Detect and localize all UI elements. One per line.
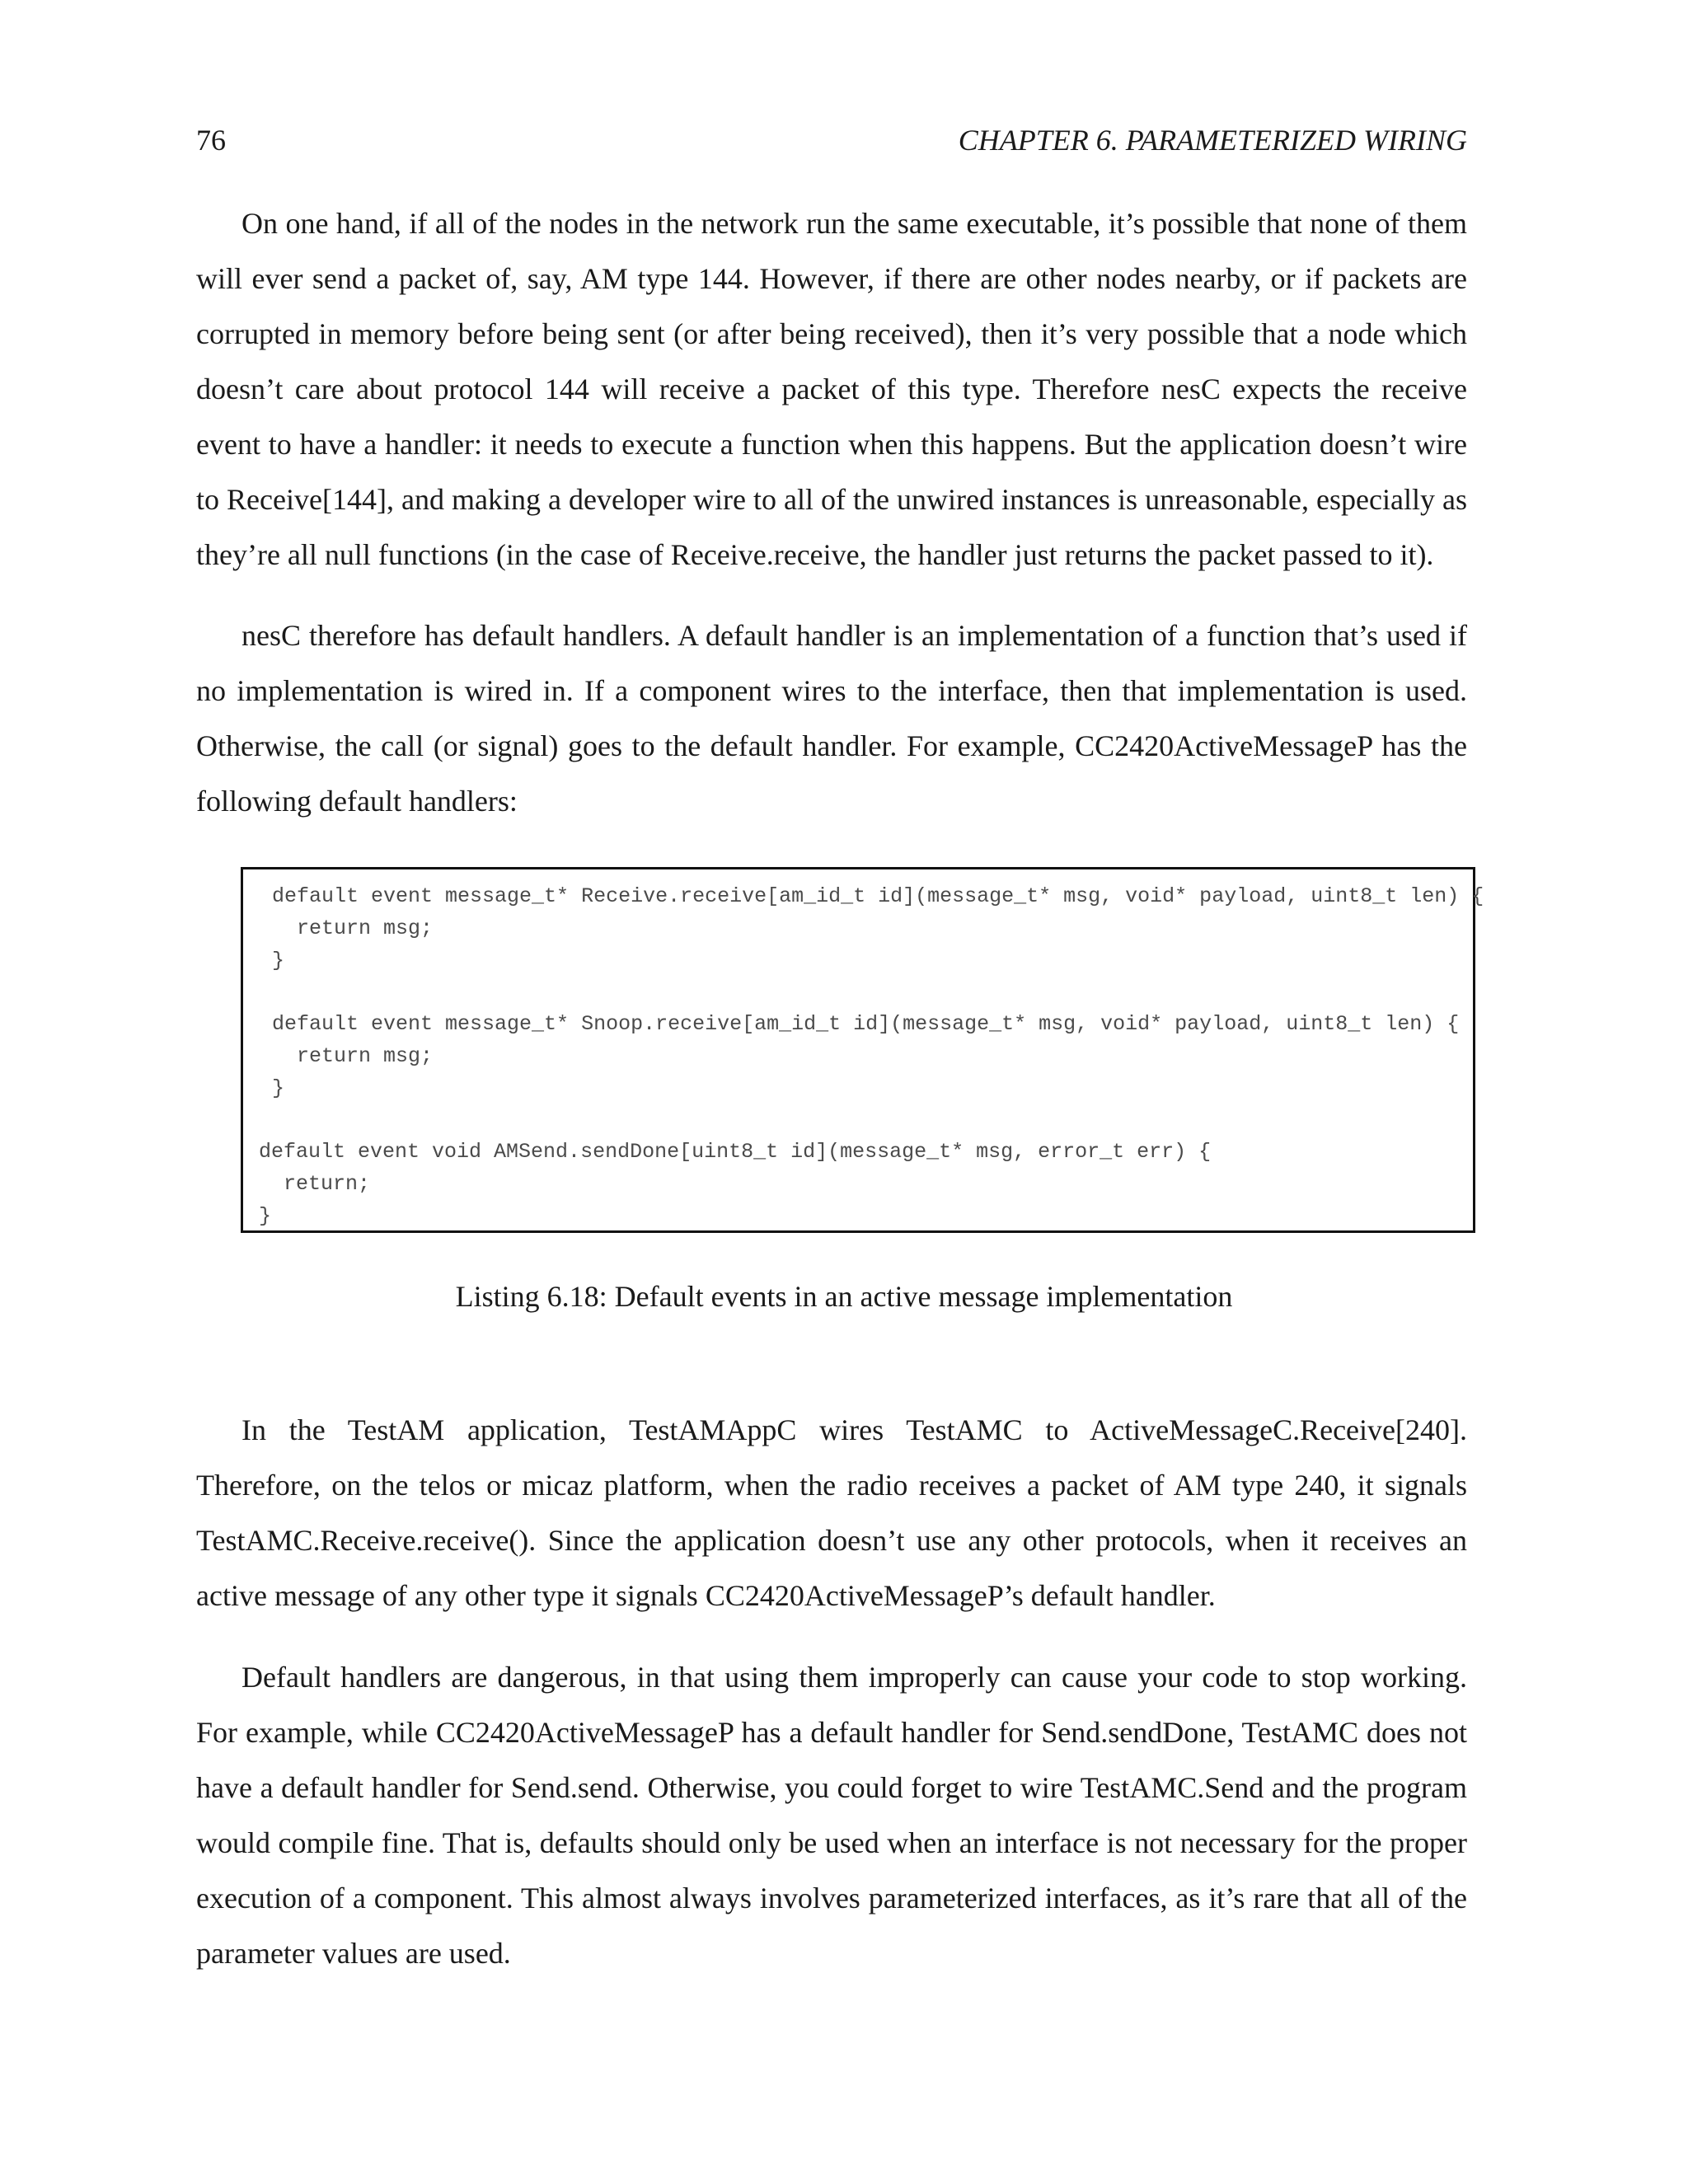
code-line: return;: [259, 1172, 371, 1196]
code-line: }: [260, 949, 285, 972]
code-line: default event void AMSend.sendDone[uint8_t id](message_t* msg, error_t err) {: [259, 1140, 1212, 1164]
code-line: default event message_t* Receive.receive[am_id_t id](message_t* msg, void* payload, uint8_t len) {: [260, 884, 1484, 908]
running-head: CHAPTER 6. PARAMETERIZED WIRING: [958, 124, 1467, 157]
paragraph-1: On one hand, if all of the nodes in the network run the same executable, it’s possible that none of them will ever send a packet of, say, AM type 144. However, if there are other nodes nearby, or if packets are corrupted in memory before being sent (or after being received), then it’s very possible that a node which doesn’t care about protocol 144 will receive a packet of this type. Therefore nesC expects the receive event to have a handler: it needs to execute a function when this happens. But the application doesn’t wire to Receive[144], and making a developer wire to all of the unwired instances is unreasonable, especially as they’re all null functions (in the case of Receive.receive, the handler just returns the packet passed to it).: [196, 207, 1467, 571]
code-line: default event message_t* Snoop.receive[am_id_t id](message_t* msg, void* payload, uint8_t len) {: [260, 1012, 1460, 1036]
code-line: }: [260, 1076, 285, 1100]
page-number: 76: [196, 124, 226, 157]
code-line: return msg;: [260, 916, 434, 940]
paragraph-3: In the TestAM application, TestAMAppC wires TestAMC to ActiveMessageC.Receive[240]. Therefore, on the telos or micaz platform, when the radio receives a packet of AM type 240, it signals TestAMC.Receive.receive(). Since the application doesn’t use any other protocols, when it receives an active message of any other type it signals CC2420ActiveMessageP’s default handler.: [196, 1413, 1467, 1612]
listing-caption: Listing 6.18: Default events in an active message implementation: [455, 1280, 1233, 1313]
code-line: }: [259, 1204, 272, 1228]
paragraph-2: nesC therefore has default handlers. A default handler is an implementation of a function that’s used if no implementation is wired in. If a component wires to the interface, then that implementation is used. Otherwise, the call (or signal) goes to the default handler. For example, CC2420ActiveMessageP has the following default handlers:: [196, 619, 1467, 818]
code-listing: [241, 867, 1484, 1233]
paragraph-4: Default handlers are dangerous, in that using them improperly can cause your code to stop working. For example, while CC2420ActiveMessageP has a default handler for Send.sendDone, TestAMC does not have a default handler for Send.send. Otherwise, you could forget to wire TestAMC.Send and the program would compile fine. That is, defaults should only be used when an interface is not necessary for the proper execution of a component. This almost always involves parameterized interfaces, as it’s rare that all of the parameter values are used.: [196, 1661, 1467, 1970]
code-line: return msg;: [260, 1044, 434, 1068]
